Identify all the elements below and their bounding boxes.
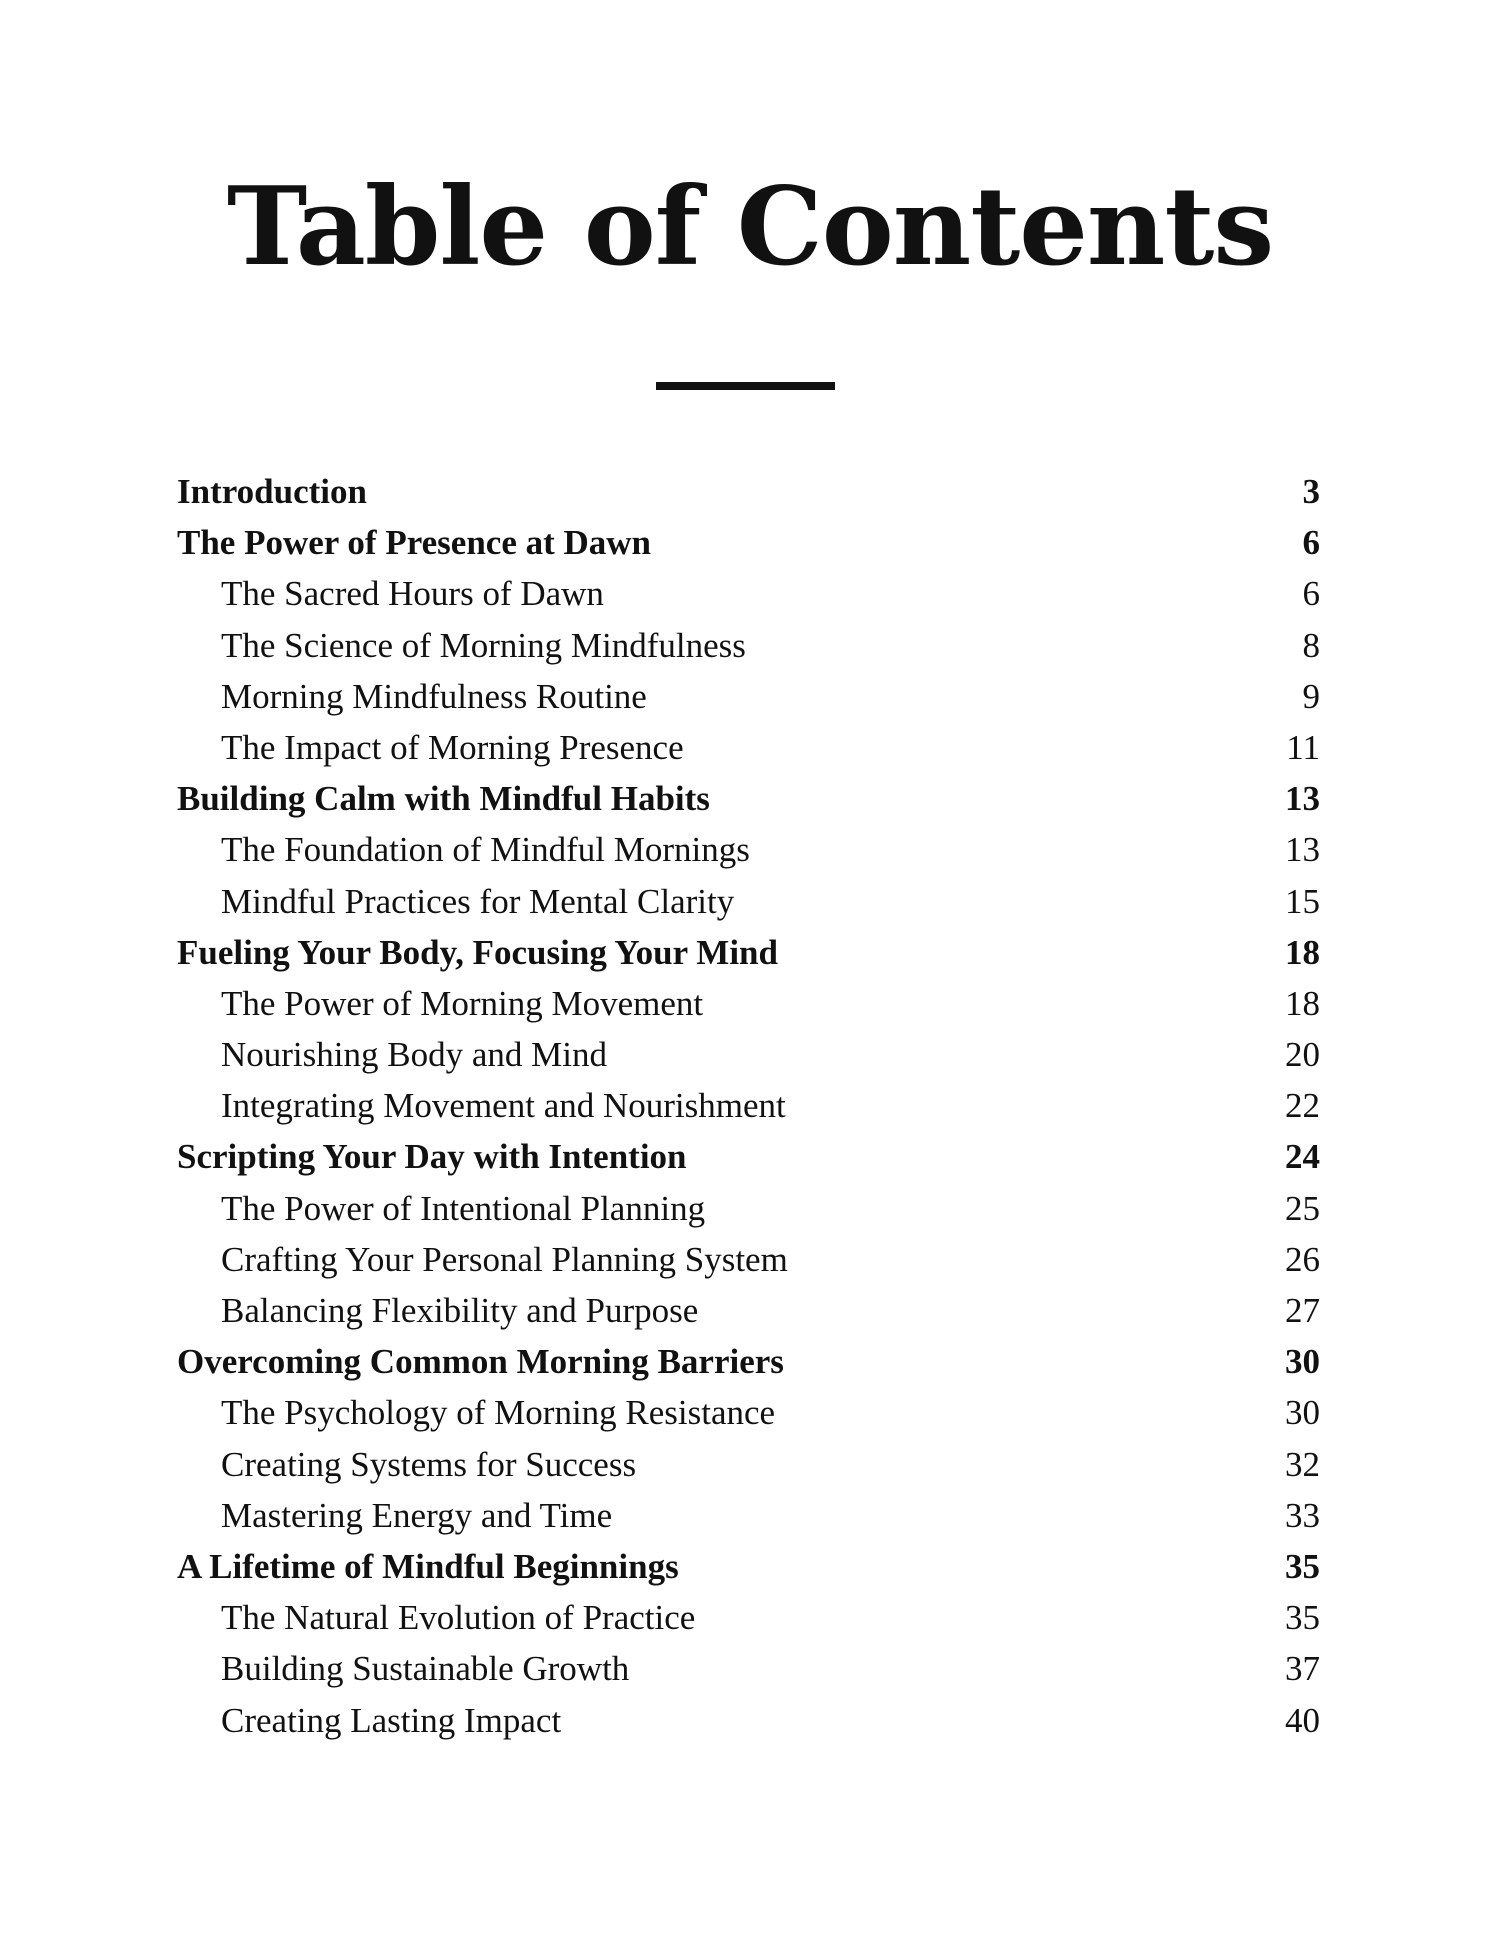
toc-entry-page-number: 15 <box>1285 881 1320 921</box>
toc-section-entry[interactable] <box>177 568 1320 619</box>
toc-section-entry[interactable] <box>177 1387 1320 1438</box>
page-title: Table of Contents <box>226 164 1274 290</box>
toc-section-entry[interactable] <box>177 671 1320 722</box>
toc-entry-title: The Power of Intentional Planning <box>221 1188 706 1228</box>
toc-entry-title: Morning Mindfulness Routine <box>221 676 647 716</box>
toc-entry-title: The Sacred Hours of Dawn <box>221 574 604 614</box>
toc-entry-page-number: 13 <box>1285 830 1320 870</box>
toc-entry-title: Building Calm with Mindful Habits <box>177 779 710 819</box>
toc-entry-title: Fueling Your Body, Focusing Your Mind <box>177 932 778 972</box>
toc-section-entry[interactable] <box>177 1285 1320 1336</box>
toc-entry-page-number: 18 <box>1285 983 1320 1023</box>
toc-entry-title: Mindful Practices for Mental Clarity <box>221 881 735 921</box>
toc-entry-page-number: 25 <box>1285 1188 1320 1228</box>
toc-section-entry[interactable] <box>177 876 1320 927</box>
toc-chapter-entry[interactable] <box>177 517 1320 568</box>
toc-entry-page-number: 30 <box>1285 1342 1320 1382</box>
toc-entry-title: Integrating Movement and Nourishment <box>221 1086 786 1126</box>
toc-chapter-entry[interactable] <box>177 466 1320 517</box>
toc-entry-title: Balancing Flexibility and Purpose <box>221 1291 699 1330</box>
toc-entry-page-number: 8 <box>1302 625 1320 665</box>
toc-entry-title: Introduction <box>177 472 367 511</box>
toc-entry-page-number: 35 <box>1285 1546 1320 1586</box>
toc-section-entry[interactable] <box>177 1439 1320 1490</box>
toc-entry-title: Overcoming Common Morning Barriers <box>177 1342 784 1382</box>
toc-entry-page-number: 32 <box>1285 1444 1320 1484</box>
toc-section-entry[interactable] <box>177 722 1320 773</box>
toc-entry-page-number: 40 <box>1285 1700 1320 1740</box>
toc-entry-title: The Impact of Morning Presence <box>221 727 684 767</box>
toc-section-entry[interactable] <box>177 1183 1320 1234</box>
toc-chapter-entry[interactable] <box>177 927 1320 978</box>
toc-chapter-entry[interactable] <box>177 773 1320 824</box>
toc-entry-title: The Foundation of Mindful Mornings <box>221 830 750 870</box>
toc-entry-title: Mastering Energy and Time <box>221 1495 613 1535</box>
toc-entry-title: Creating Systems for Success <box>221 1444 637 1484</box>
toc-entry-title: Nourishing Body and Mind <box>221 1035 607 1075</box>
toc-entry-page-number: 27 <box>1285 1291 1320 1330</box>
toc-chapter-entry[interactable] <box>177 1336 1320 1387</box>
toc-entry-title: Creating Lasting Impact <box>221 1700 562 1740</box>
toc-entry-title: Crafting Your Personal Planning System <box>221 1239 788 1279</box>
toc-entry-page-number: 3 <box>1302 472 1320 511</box>
toc-entry-title: The Power of Morning Movement <box>221 983 704 1023</box>
toc-entry-page-number: 20 <box>1285 1035 1320 1075</box>
toc-entry-title: The Natural Evolution of Practice <box>221 1598 696 1638</box>
toc-section-entry[interactable] <box>177 1490 1320 1541</box>
table-of-contents <box>177 466 1320 1746</box>
toc-entry-page-number: 26 <box>1285 1239 1320 1279</box>
toc-section-entry[interactable] <box>177 824 1320 875</box>
toc-section-entry[interactable] <box>177 1592 1320 1643</box>
toc-entry-page-number: 13 <box>1285 779 1320 819</box>
toc-entry-page-number: 30 <box>1285 1393 1320 1433</box>
toc-entry-page-number: 22 <box>1285 1086 1320 1126</box>
toc-entry-title: The Psychology of Morning Resistance <box>221 1393 776 1433</box>
toc-entry-page-number: 24 <box>1285 1137 1320 1177</box>
toc-section-entry[interactable] <box>177 1234 1320 1285</box>
toc-entry-title: Building Sustainable Growth <box>221 1649 630 1689</box>
toc-entry-title: Scripting Your Day with Intention <box>177 1137 687 1177</box>
toc-entry-page-number: 35 <box>1285 1598 1320 1638</box>
toc-entry-page-number: 18 <box>1285 932 1320 972</box>
toc-section-entry[interactable] <box>177 978 1320 1029</box>
toc-entry-page-number: 37 <box>1285 1649 1320 1689</box>
toc-entry-title: A Lifetime of Mindful Beginnings <box>177 1546 679 1586</box>
toc-section-entry[interactable] <box>177 1080 1320 1131</box>
toc-chapter-entry[interactable] <box>177 1131 1320 1182</box>
toc-section-entry[interactable] <box>177 1029 1320 1080</box>
toc-chapter-entry[interactable] <box>177 1541 1320 1592</box>
toc-section-entry[interactable] <box>177 620 1320 671</box>
toc-entry-title: The Science of Morning Mindfulness <box>221 625 746 665</box>
toc-entry-title: The Power of Presence at Dawn <box>177 523 652 563</box>
title-divider <box>656 382 835 390</box>
toc-entry-page-number: 11 <box>1286 727 1320 767</box>
toc-section-entry[interactable] <box>177 1643 1320 1694</box>
toc-entry-page-number: 9 <box>1302 676 1320 716</box>
toc-entry-page-number: 6 <box>1302 523 1320 563</box>
toc-entry-page-number: 6 <box>1302 574 1320 614</box>
toc-entry-page-number: 33 <box>1285 1495 1320 1535</box>
toc-section-entry[interactable] <box>177 1695 1320 1746</box>
